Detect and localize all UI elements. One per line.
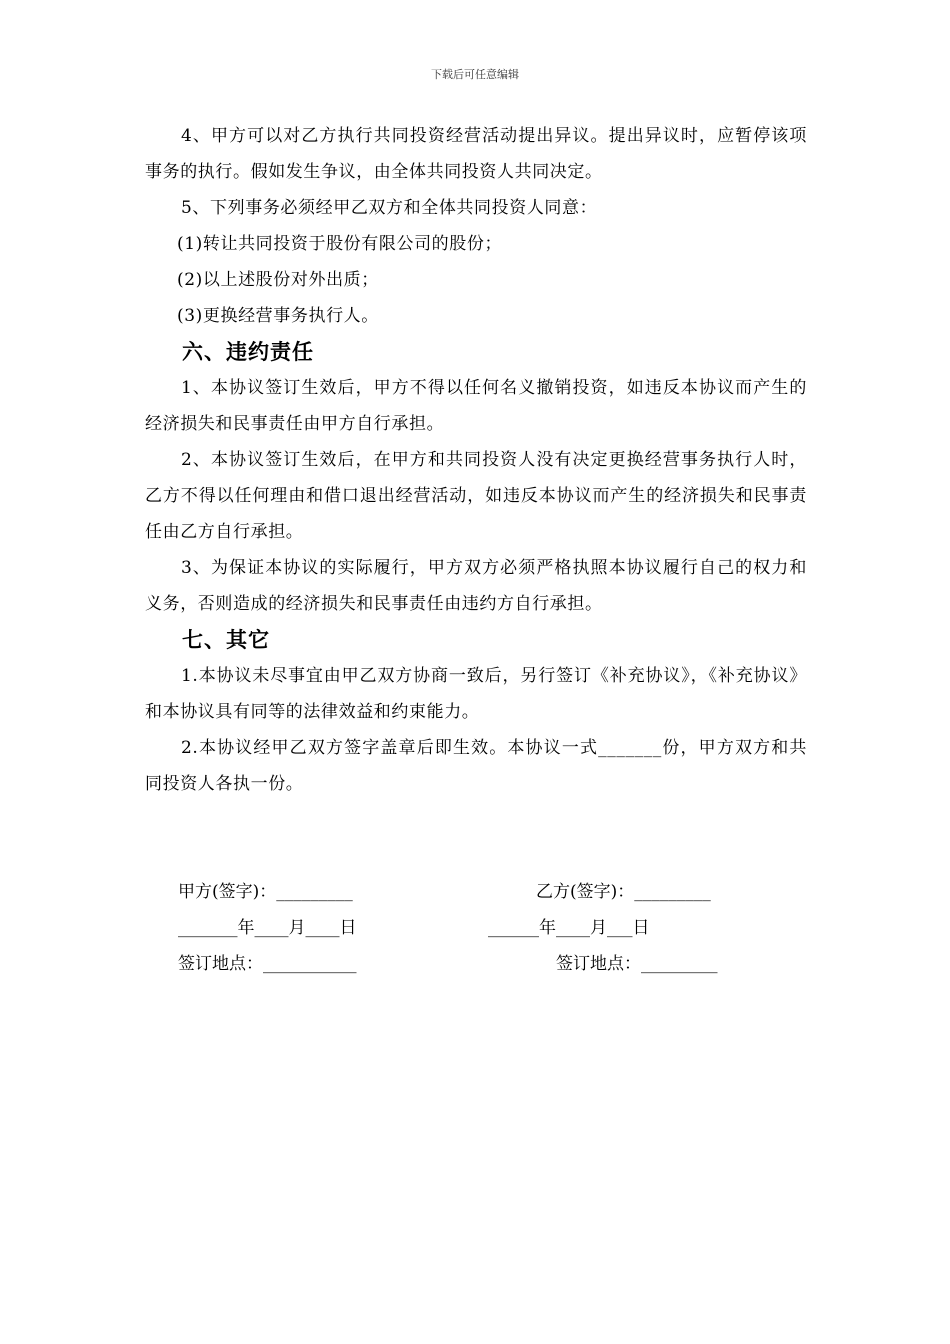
party-b-signature: 乙方(签字)：_________ [536,882,711,902]
clause-5: 5、下列事务必须经甲乙双方和全体共同投资人同意： [181,198,598,218]
party-a-date: _______年____月____日 [178,918,357,938]
date-row [178,910,818,946]
document-body [145,118,807,802]
place-row [178,946,818,982]
party-a-signature: 甲方(签字)：_________ [178,882,353,902]
signature-block [178,874,818,982]
section-6-clause-1: 1、本协议签订生效后，甲方不得以任何名义撤销投资，如违反本协议而产生的经济损失和民事责任由甲方自行承担。 [145,378,807,434]
party-a-signing-place: 签订地点：___________ [178,954,357,974]
party-b-date: ______年____月___日 [488,918,650,938]
clause-5-item-1: (1)转让共同投资于股份有限公司的股份； [177,234,503,254]
section-6-clause-2: 2、本协议签订生效后，在甲方和共同投资人没有决定更换经营事务执行人时，乙方不得以任何理由和借口退出经营活动，如违反本协议而产生的经济损失和民事责任由乙方自行承担。 [145,450,807,542]
section-6-clause-3: 3、为保证本协议的实际履行，甲方双方必须严格执照本协议履行自己的权力和义务，否则造成的经济损失和民事责任由违约方自行承担。 [145,558,807,614]
clause-5-item-3: (3)更换经营事务执行人。 [177,306,379,326]
section-7-clause-2: 2.本协议经甲乙双方签字盖章后即生效。本协议一式_______份，甲方双方和共同投资人各执一份。 [145,738,807,794]
clause-4: 4、甲方可以对乙方执行共同投资经营活动提出异议。提出异议时，应暂停该项事务的执行。假如发生争议，由全体共同投资人共同决定。 [145,126,807,182]
section-7-heading: 七、其它 [182,627,270,652]
party-b-signing-place: 签订地点：_________ [556,954,718,974]
signature-row [178,874,818,910]
section-6-heading: 六、违约责任 [182,339,314,364]
section-7-clause-1: 1.本协议未尽事宜由甲乙双方协商一致后，另行签订《补充协议》，《补充协议》和本协议具有同等的法律效益和约束能力。 [145,666,807,722]
clause-5-item-2: (2)以上述股份对外出质； [177,270,379,290]
page-header-note: 下载后可任意编辑 [431,68,519,81]
